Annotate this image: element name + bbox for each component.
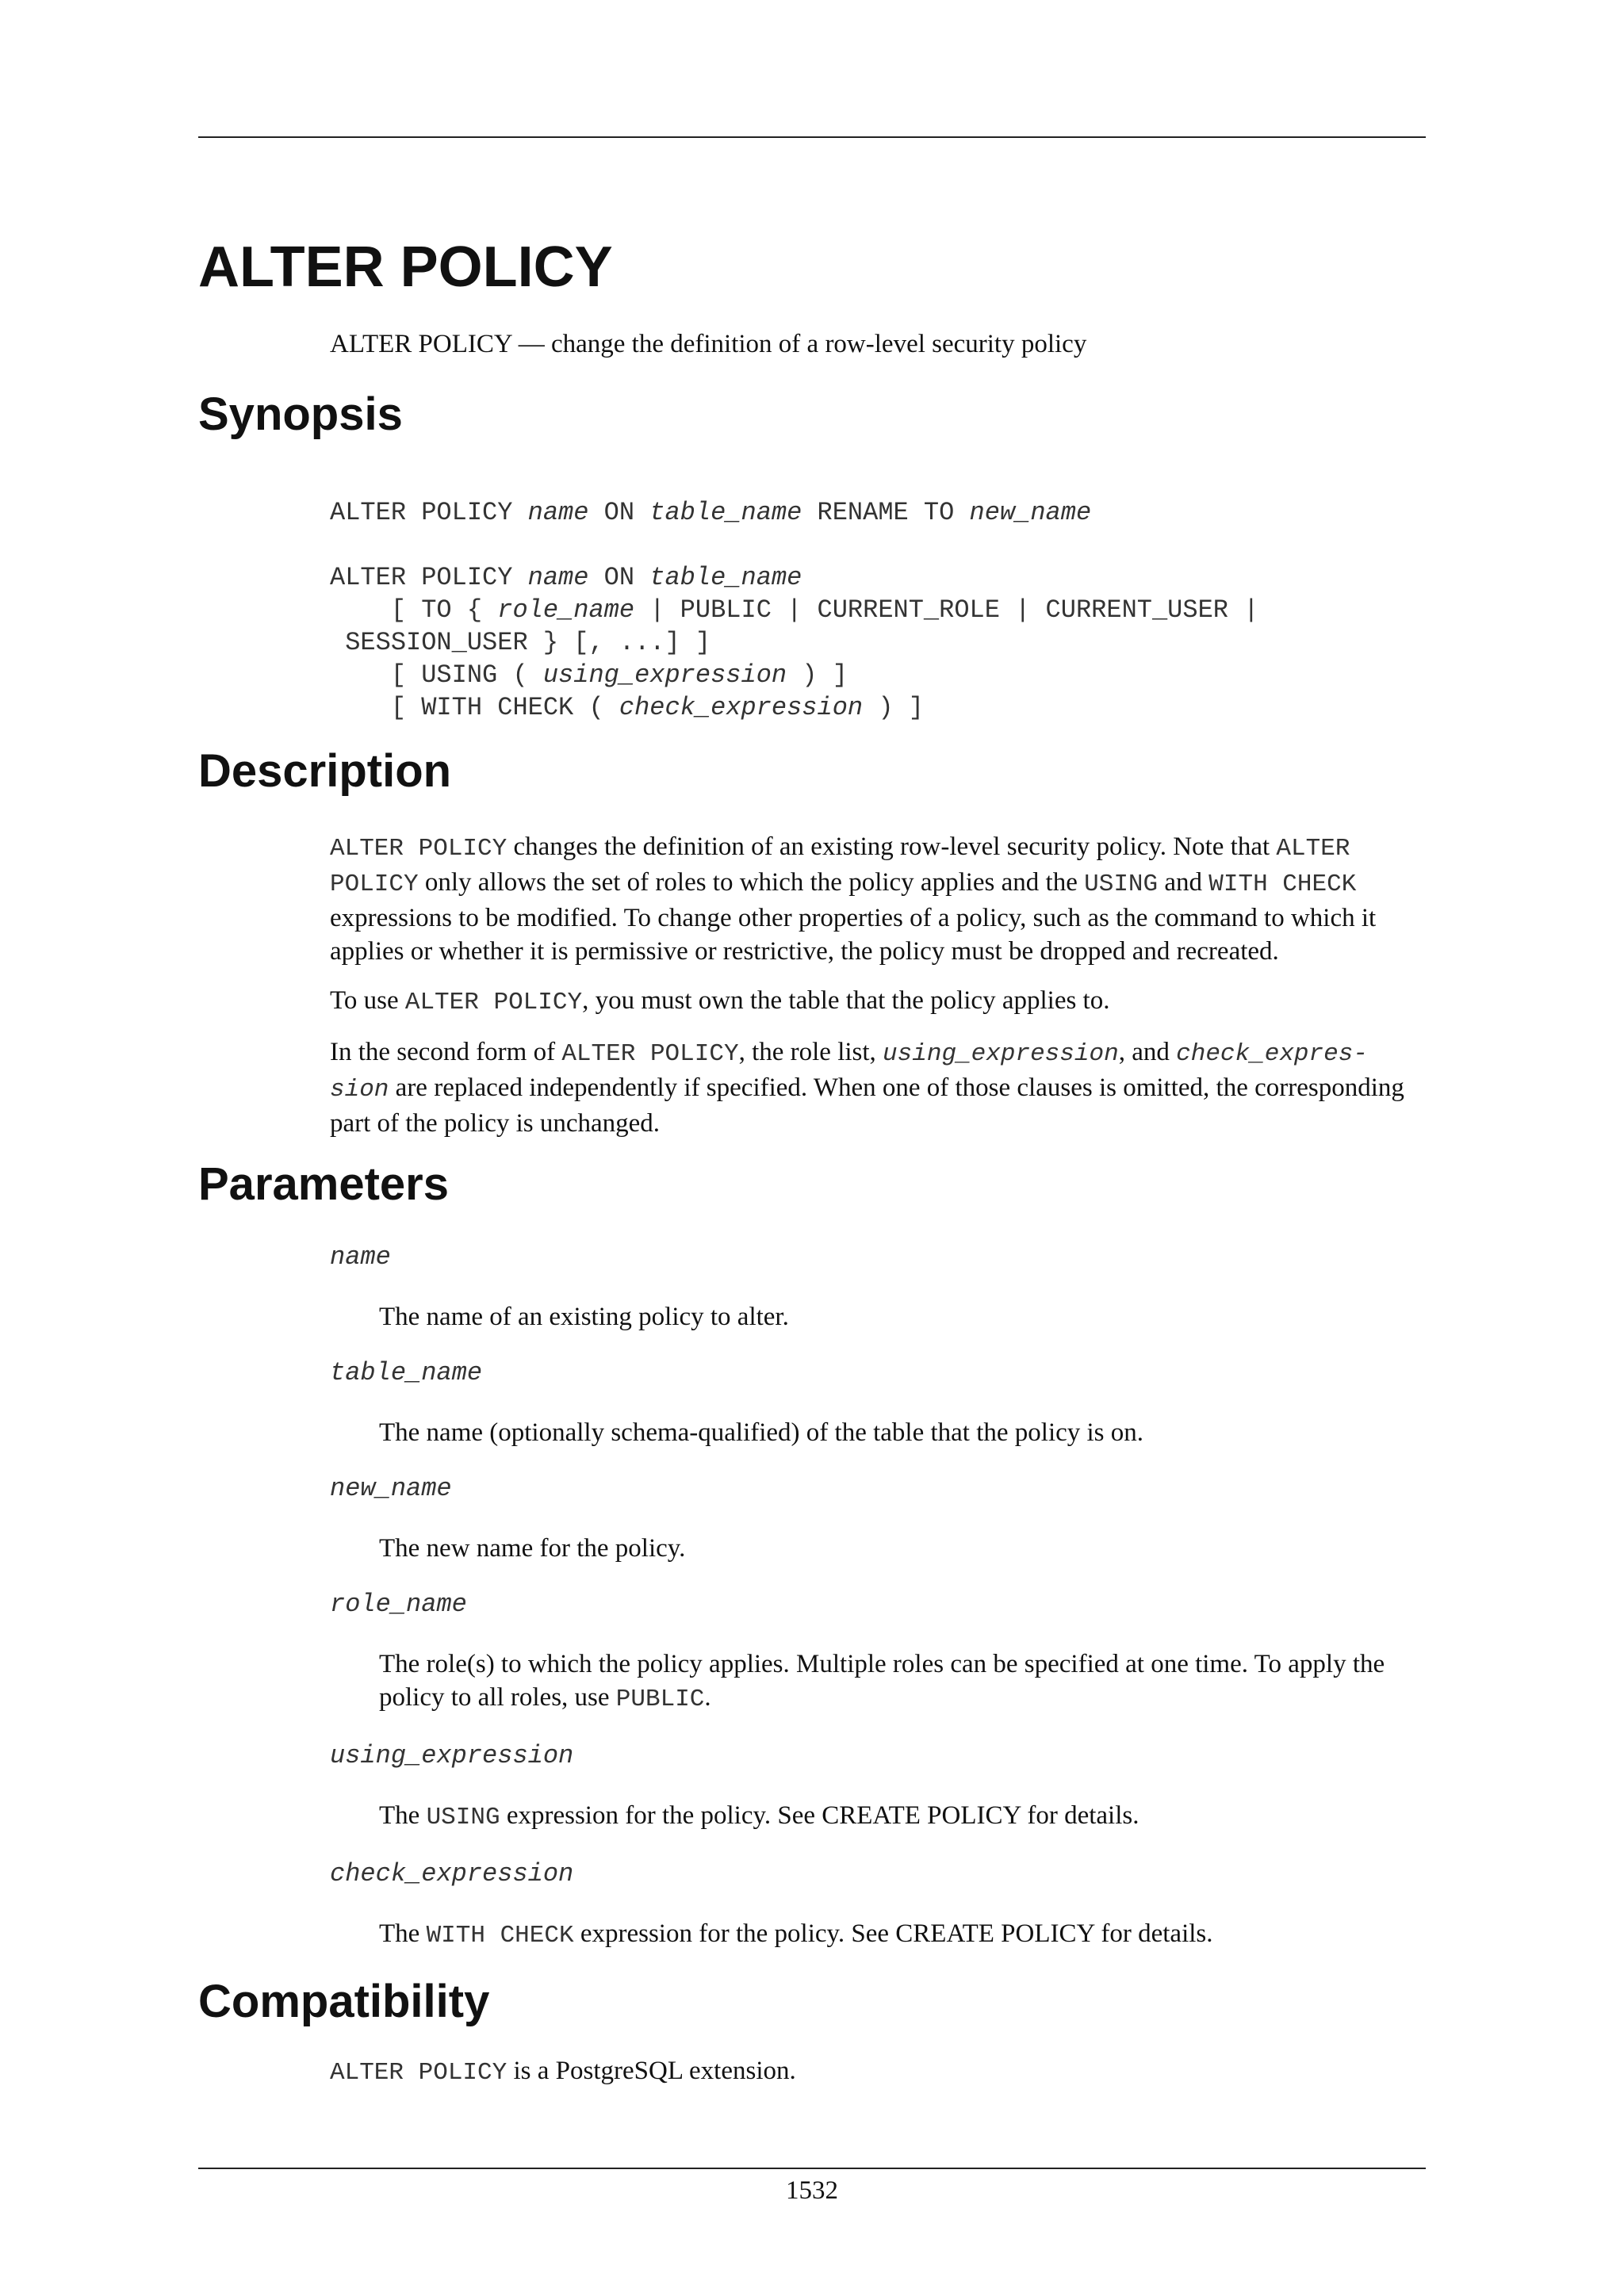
page-number: 1532 bbox=[786, 2176, 838, 2205]
compatibility-heading: Compatibility bbox=[198, 1975, 490, 2027]
parameters-heading: Parameters bbox=[198, 1158, 449, 1211]
synopsis-code: ALTER POLICY name ON table_name RENAME TO new_name ALTER POLICY name ON table_name [ TO { role_name | PUBLIC | CURRENT_ROLE | CURRENT_USER | SESSION_USER } [, ...] ] [ USING ( using_expression ) ] [ WITH CHECK ( check_expression ) ] bbox=[330, 498, 1259, 723]
parameters-list bbox=[330, 1242, 1426, 1953]
param-desc-name: The name of an existing policy to alter. bbox=[379, 1302, 789, 1331]
description-paragraph-3: In the second form of ALTER POLICY, the role list, using_expression, and check_expres-sion are replaced independently if specified. When one of those clauses is omitted, the corresponding part of the policy is unchanged. bbox=[330, 1038, 1404, 1138]
param-term-using-expression: using_expression bbox=[330, 1740, 574, 1770]
param-term-new-name: new_name bbox=[330, 1473, 452, 1503]
param-term-name: name bbox=[330, 1242, 391, 1272]
description-paragraph-1: ALTER POLICY changes the definition of an existing row-level security policy. Note that ALTER POLICY only allows the set of roles to which the policy applies and the USING and WITH CHECK expressions to be modified. To change other properties of a policy, such as the command to which it applies or whether it is permissive or restrictive, the policy must be dropped and recreated. bbox=[330, 832, 1377, 966]
description-body bbox=[330, 830, 1426, 1140]
description-heading: Description bbox=[198, 745, 452, 798]
param-term-check-expression: check_expression bbox=[330, 1858, 574, 1888]
synopsis-heading: Synopsis bbox=[198, 388, 403, 440]
refentry-purpose: ALTER POLICY — change the definition of a row-level security policy bbox=[330, 329, 1087, 358]
page-title: ALTER POLICY bbox=[198, 235, 613, 299]
param-desc-role-name: The role(s) to which the policy applies. Multiple roles can be specified at one time. To apply the policy to all roles, use PUBLIC. bbox=[379, 1649, 1385, 1713]
param-desc-table-name: The name (optionally schema-qualified) of the table that the policy is on. bbox=[379, 1418, 1144, 1447]
param-desc-using-expression: The USING expression for the policy. See CREATE POLICY for details. bbox=[379, 1800, 1139, 1831]
footer-rule bbox=[198, 2168, 1426, 2169]
param-desc-check-expression: The WITH CHECK expression for the policy. See CREATE POLICY for details. bbox=[379, 1919, 1213, 1950]
header-rule bbox=[198, 136, 1426, 138]
param-term-table-name: table_name bbox=[330, 1357, 483, 1387]
description-paragraph-2: To use ALTER POLICY, you must own the table that the policy applies to. bbox=[330, 986, 1110, 1017]
compatibility-paragraph: ALTER POLICY is a PostgreSQL extension. bbox=[330, 2056, 796, 2087]
compatibility-body bbox=[330, 2054, 1426, 2090]
param-term-role-name: role_name bbox=[330, 1589, 467, 1619]
param-desc-new-name: The new name for the policy. bbox=[379, 1533, 686, 1563]
page-content bbox=[198, 235, 1426, 2106]
